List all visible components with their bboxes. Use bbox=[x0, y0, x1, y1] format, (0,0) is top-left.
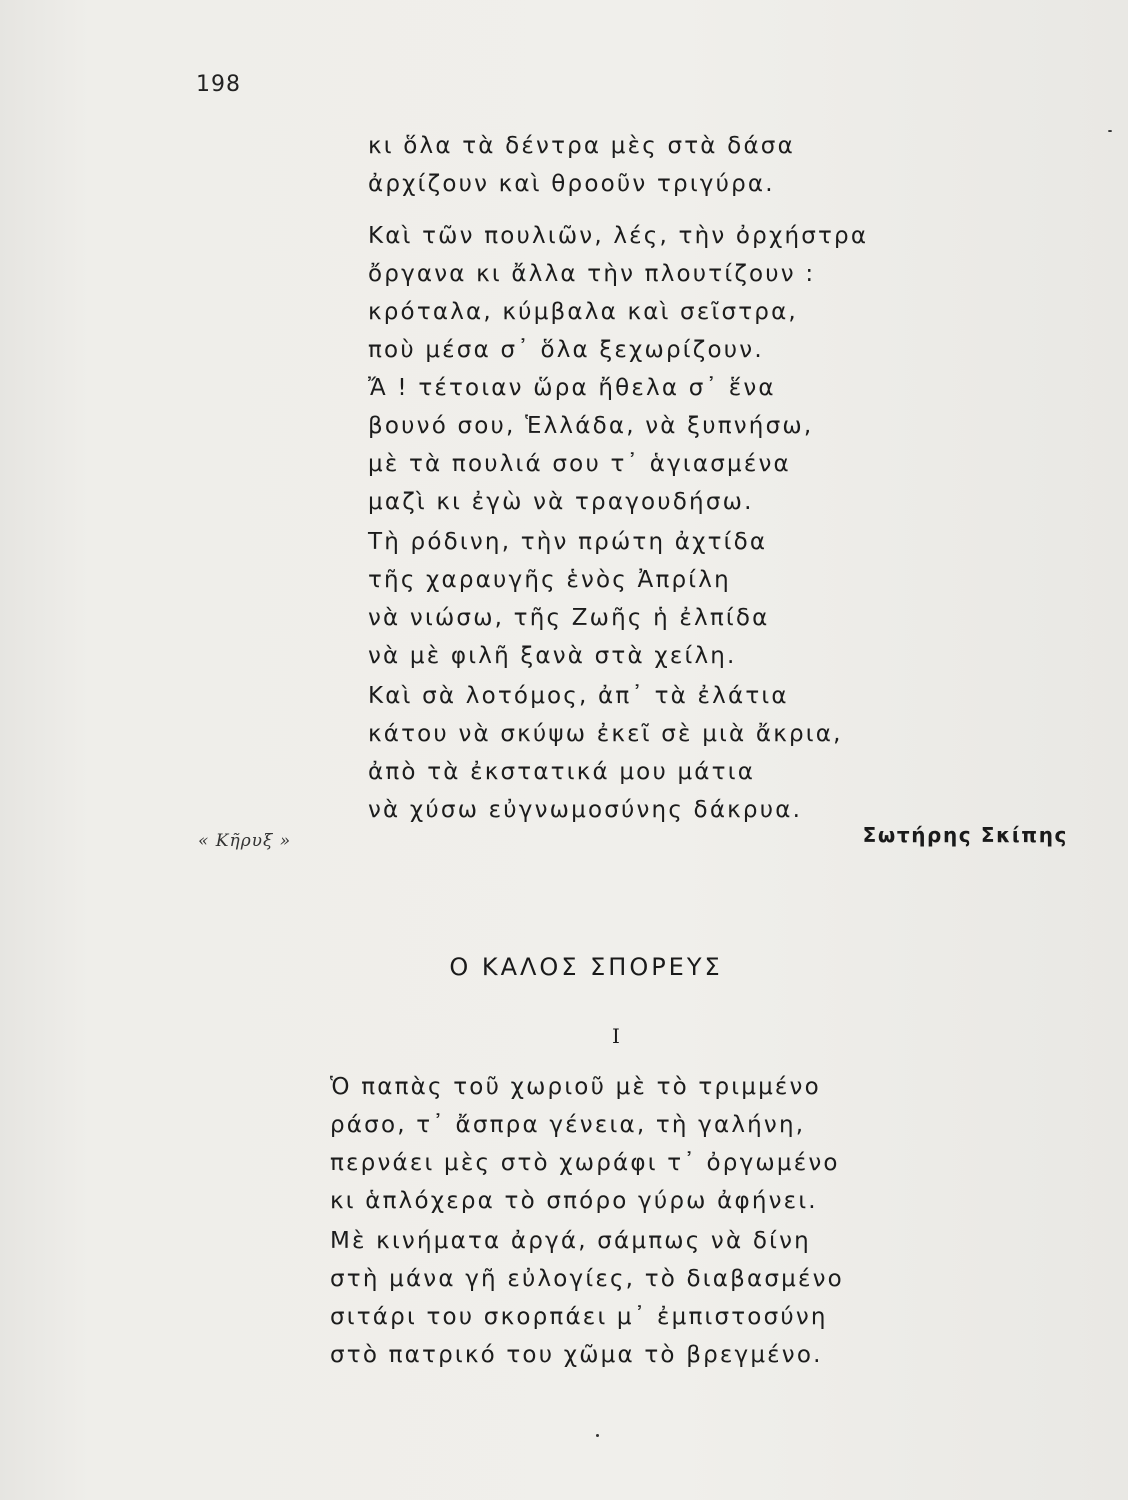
ink-speck bbox=[1108, 130, 1112, 132]
verse-line: τῆς χαραυγῆς ἑνὸς Ἀπρίλη bbox=[368, 567, 731, 593]
poem2-title: Ο ΚΑΛΟΣ ΣΠΟΡΕΥΣ bbox=[449, 953, 723, 981]
verse-line: ράσο, τ᾽ ἄσπρα γένεια, τὴ γαλήνη, bbox=[330, 1112, 806, 1138]
verse-line: Ἄ ! τέτοιαν ὥρα ἤθελα σ᾽ ἕνα bbox=[368, 375, 776, 401]
verse-line: Καὶ σὰ λοτόμος, ἀπ᾽ τὰ ἐλάτια bbox=[368, 683, 789, 709]
poem2-stanza-2 bbox=[330, 1222, 844, 1374]
verse-line: μαζὶ κι ἐγὼ νὰ τραγουδήσω. bbox=[368, 489, 754, 515]
poem1-source: « Κῆρυξ » bbox=[198, 831, 292, 851]
poem1-stanza-3 bbox=[368, 369, 813, 521]
verse-line: κρόταλα, κύμβαλα καὶ σεῖστρα, bbox=[368, 299, 798, 325]
verse-line: στὴ μάνα γῆ εὐλογίες, τὸ διαβασμένο bbox=[330, 1266, 844, 1292]
verse-line: μὲ τὰ πουλιά σου τ᾽ ἁγιασμένα bbox=[368, 451, 791, 477]
poem2-stanza-1 bbox=[330, 1068, 840, 1220]
verse-line: ἀπὸ τὰ ἐκστατικά μου μάτια bbox=[368, 759, 756, 785]
verse-line: περνάει μὲς στὸ χωράφι τ᾽ ὀργωμένο bbox=[330, 1150, 840, 1176]
verse-line: σιτάρι του σκορπάει μ᾽ ἐμπιστοσύνη bbox=[330, 1304, 828, 1330]
poem1-stanza-1 bbox=[368, 127, 795, 203]
verse-line: ὄργανα κι ἄλλα τὴν πλουτίζουν : bbox=[368, 261, 816, 287]
verse-line: στὸ πατρικό του χῶμα τὸ βρεγμένο. bbox=[330, 1342, 823, 1368]
verse-line: Μὲ κινήματα ἀργά, σάμπως νὰ δίνη bbox=[330, 1228, 811, 1254]
verse-line: Τὴ ρόδινη, τὴν πρώτη ἀχτίδα bbox=[368, 529, 768, 555]
verse-line: νὰ νιώσω, τῆς Ζωῆς ἡ ἐλπίδα bbox=[368, 605, 770, 631]
verse-line: νὰ μὲ φιλῆ ξανὰ στὰ χείλη. bbox=[368, 643, 737, 669]
verse-line: ποὺ μέσα σ᾽ ὅλα ξεχωρίζουν. bbox=[368, 337, 764, 363]
verse-line: κάτου νὰ σκύψω ἐκεῖ σὲ μιὰ ἄκρια, bbox=[368, 721, 843, 747]
verse-line: κι ὅλα τὰ δέντρα μὲς στὰ δάσα bbox=[368, 133, 795, 159]
poem1-stanza-4 bbox=[368, 523, 770, 675]
verse-line: ἀρχίζουν καὶ θροοῦν τριγύρα. bbox=[368, 171, 775, 197]
poem1-stanza-2 bbox=[368, 217, 868, 369]
poem1-stanza-5 bbox=[368, 677, 843, 829]
page-number: 198 bbox=[196, 72, 241, 97]
verse-line: βουνό σου, Ἑλλάδα, νὰ ξυπνήσω, bbox=[368, 413, 814, 439]
poem1-author: Σωτήρης Σκίπης bbox=[862, 823, 1068, 847]
verse-line: Καὶ τῶν πουλιῶν, λές, τὴν ὀρχήστρα bbox=[368, 223, 869, 249]
verse-line: νὰ χύσω εὐγνωμοσύνης δάκρυα. bbox=[368, 797, 803, 823]
poem2-section-numeral: I bbox=[612, 1024, 620, 1048]
ink-speck bbox=[596, 1434, 599, 1437]
verse-line: Ὁ παπὰς τοῦ χωριοῦ μὲ τὸ τριμμένο bbox=[330, 1074, 821, 1100]
verse-line: κι ἁπλόχερα τὸ σπόρο γύρω ἀφήνει. bbox=[330, 1188, 818, 1214]
